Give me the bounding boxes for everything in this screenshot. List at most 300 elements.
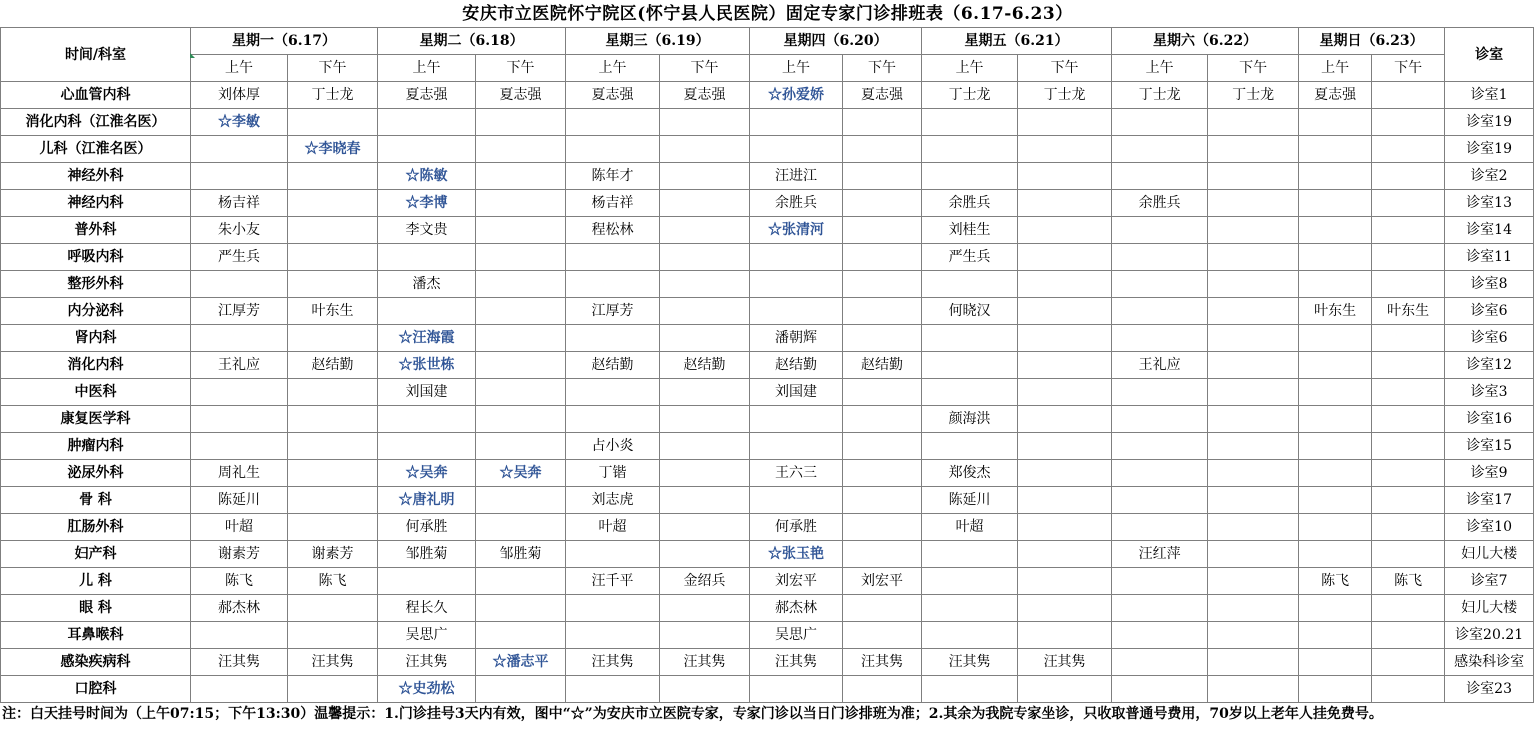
doctor-cell — [566, 595, 660, 622]
doctor-cell — [922, 352, 1018, 379]
doctor-cell — [476, 163, 566, 190]
doctor-cell: 刘体厚 — [191, 82, 288, 109]
room-cell: 诊室6 — [1445, 298, 1534, 325]
doctor-cell: 谢素芳 — [288, 541, 378, 568]
doctor-cell — [476, 217, 566, 244]
header-row-days — [1, 28, 1534, 55]
table-row — [1, 163, 1534, 190]
doctor-cell: 夏志强 — [566, 82, 660, 109]
doctor-cell — [1112, 109, 1208, 136]
doctor-cell — [1299, 622, 1372, 649]
doctor-cell — [1208, 649, 1299, 676]
doctor-cell: ☆潘志平 — [476, 649, 566, 676]
doctor-cell — [1372, 136, 1445, 163]
cell-marker-icon — [190, 53, 195, 58]
doctor-cell — [660, 487, 750, 514]
doctor-cell — [1018, 271, 1112, 298]
room-cell: 诊室3 — [1445, 379, 1534, 406]
halfday-header-pm: 下午 — [288, 55, 378, 82]
doctor-cell — [1372, 622, 1445, 649]
doctor-cell — [1299, 460, 1372, 487]
room-cell: 诊室20.21 — [1445, 622, 1534, 649]
halfday-header-am: 上午 — [750, 55, 843, 82]
doctor-cell: 陈飞 — [191, 568, 288, 595]
doctor-cell: 汪其隽 — [288, 649, 378, 676]
doctor-cell — [750, 676, 843, 703]
doctor-cell — [1208, 595, 1299, 622]
doctor-cell — [1372, 541, 1445, 568]
doctor-cell: 刘志虎 — [566, 487, 660, 514]
doctor-cell: 周礼生 — [191, 460, 288, 487]
department-name: 耳鼻喉科 — [1, 622, 191, 649]
doctor-cell: 汪其隽 — [922, 649, 1018, 676]
doctor-cell — [378, 136, 476, 163]
doctor-cell — [1372, 487, 1445, 514]
doctor-cell — [922, 595, 1018, 622]
doctor-cell — [1018, 244, 1112, 271]
doctor-cell: 汪其隽 — [378, 649, 476, 676]
table-row — [1, 622, 1534, 649]
halfday-header-pm: 下午 — [1372, 55, 1445, 82]
table-row — [1, 676, 1534, 703]
doctor-cell — [476, 325, 566, 352]
doctor-cell — [1112, 163, 1208, 190]
department-name: 心血管内科 — [1, 82, 191, 109]
doctor-cell — [566, 379, 660, 406]
doctor-cell — [1208, 622, 1299, 649]
doctor-cell — [288, 460, 378, 487]
department-name: 儿科（江淮名医） — [1, 136, 191, 163]
doctor-cell — [1208, 487, 1299, 514]
doctor-cell — [660, 190, 750, 217]
department-name: 肛肠外科 — [1, 514, 191, 541]
doctor-cell — [288, 676, 378, 703]
department-name: 神经外科 — [1, 163, 191, 190]
doctor-cell — [660, 136, 750, 163]
doctor-cell — [1372, 676, 1445, 703]
doctor-cell — [1372, 433, 1445, 460]
halfday-header-pm: 下午 — [843, 55, 922, 82]
doctor-cell: 李文贵 — [378, 217, 476, 244]
doctor-cell — [660, 676, 750, 703]
doctor-cell: 邹胜菊 — [476, 541, 566, 568]
doctor-cell — [476, 595, 566, 622]
department-name: 口腔科 — [1, 676, 191, 703]
doctor-cell — [922, 622, 1018, 649]
doctor-cell — [660, 325, 750, 352]
doctor-cell — [660, 379, 750, 406]
doctor-cell: 江厚芳 — [566, 298, 660, 325]
halfday-header-am: 上午 — [191, 55, 288, 82]
doctor-cell — [660, 514, 750, 541]
doctor-cell — [1112, 514, 1208, 541]
doctor-cell: 叶东生 — [1372, 298, 1445, 325]
doctor-cell: 陈飞 — [1372, 568, 1445, 595]
doctor-cell: 潘朝辉 — [750, 325, 843, 352]
halfday-header-pm: 下午 — [1208, 55, 1299, 82]
doctor-cell — [843, 163, 922, 190]
department-name: 肾内科 — [1, 325, 191, 352]
day-header-fri: 星期五（6.21） — [922, 28, 1112, 55]
doctor-cell — [1018, 109, 1112, 136]
doctor-cell: ☆李晓春 — [288, 136, 378, 163]
doctor-cell: ☆吴奔 — [476, 460, 566, 487]
page-title: 安庆市立医院怀宁院区(怀宁县人民医院）固定专家门诊排班表（6.17-6.23） — [462, 4, 1073, 24]
doctor-cell — [922, 433, 1018, 460]
doctor-cell — [1372, 649, 1445, 676]
doctor-cell — [660, 217, 750, 244]
doctor-cell — [750, 136, 843, 163]
doctor-cell — [750, 298, 843, 325]
footer-note: 注：白天挂号时间为（上午07:15；下午13:30）温馨提示：1.门诊挂号3天内有效，图中“☆”为安庆市立医院专家，专家门诊以当日门诊排班为准；2.其余为我院专家坐诊，只收取普通号费用，70岁以上老年人挂免费号。 — [2, 706, 1383, 722]
doctor-cell — [1208, 568, 1299, 595]
doctor-cell — [843, 541, 922, 568]
department-name: 眼 科 — [1, 595, 191, 622]
doctor-cell — [1372, 163, 1445, 190]
halfday-header-am: 上午 — [1112, 55, 1208, 82]
doctor-cell — [660, 298, 750, 325]
room-cell: 诊室8 — [1445, 271, 1534, 298]
doctor-cell — [1208, 676, 1299, 703]
doctor-cell: 赵结勤 — [750, 352, 843, 379]
table-row — [1, 379, 1534, 406]
doctor-cell: ☆李敏 — [191, 109, 288, 136]
doctor-cell: 丁士龙 — [1018, 82, 1112, 109]
doctor-cell — [843, 244, 922, 271]
halfday-header-pm: 下午 — [1018, 55, 1112, 82]
doctor-cell — [1299, 406, 1372, 433]
doctor-cell — [1299, 271, 1372, 298]
doctor-cell: ☆张清河 — [750, 217, 843, 244]
doctor-cell: ☆唐礼明 — [378, 487, 476, 514]
doctor-cell — [566, 109, 660, 136]
doctor-cell: 王六三 — [750, 460, 843, 487]
doctor-cell — [922, 541, 1018, 568]
doctor-cell — [1208, 271, 1299, 298]
table-row — [1, 136, 1534, 163]
day-header-sun: 星期日（6.23） — [1299, 28, 1445, 55]
doctor-cell: 杨吉祥 — [566, 190, 660, 217]
doctor-cell — [660, 244, 750, 271]
doctor-cell — [191, 163, 288, 190]
header-row-halfday — [1, 55, 1534, 82]
doctor-cell — [378, 433, 476, 460]
room-cell: 诊室15 — [1445, 433, 1534, 460]
doctor-cell — [1208, 244, 1299, 271]
doctor-cell: 陈飞 — [288, 568, 378, 595]
doctor-cell — [1299, 190, 1372, 217]
doctor-cell — [191, 379, 288, 406]
table-row — [1, 352, 1534, 379]
department-name: 内分泌科 — [1, 298, 191, 325]
doctor-cell — [1112, 217, 1208, 244]
doctor-cell — [476, 514, 566, 541]
day-header-tue: 星期二（6.18） — [378, 28, 566, 55]
doctor-cell: 夏志强 — [660, 82, 750, 109]
doctor-cell — [566, 541, 660, 568]
schedule-body — [1, 82, 1534, 703]
doctor-cell — [1299, 352, 1372, 379]
table-row — [1, 514, 1534, 541]
table-row — [1, 649, 1534, 676]
doctor-cell — [288, 271, 378, 298]
doctor-cell — [660, 460, 750, 487]
doctor-cell — [1299, 244, 1372, 271]
doctor-cell — [1208, 541, 1299, 568]
doctor-cell — [378, 244, 476, 271]
doctor-cell: 程松林 — [566, 217, 660, 244]
doctor-cell — [1299, 325, 1372, 352]
doctor-cell: 汪其隽 — [191, 649, 288, 676]
doctor-cell — [843, 487, 922, 514]
doctor-cell: 赵结勤 — [660, 352, 750, 379]
doctor-cell — [1112, 433, 1208, 460]
doctor-cell — [1208, 406, 1299, 433]
department-name: 普外科 — [1, 217, 191, 244]
doctor-cell — [1299, 379, 1372, 406]
doctor-cell — [476, 406, 566, 433]
doctor-cell — [1208, 325, 1299, 352]
doctor-cell — [1299, 514, 1372, 541]
halfday-header-am: 上午 — [378, 55, 476, 82]
doctor-cell — [1112, 379, 1208, 406]
doctor-cell — [378, 109, 476, 136]
doctor-cell: 江厚芳 — [191, 298, 288, 325]
doctor-cell — [1299, 487, 1372, 514]
doctor-cell: 何承胜 — [750, 514, 843, 541]
doctor-cell — [1112, 460, 1208, 487]
doctor-cell: 陈飞 — [1299, 568, 1372, 595]
doctor-cell — [1018, 676, 1112, 703]
doctor-cell — [1299, 541, 1372, 568]
doctor-cell — [1018, 622, 1112, 649]
doctor-cell — [566, 406, 660, 433]
room-cell: 感染科诊室 — [1445, 649, 1534, 676]
doctor-cell — [843, 406, 922, 433]
doctor-cell — [1372, 244, 1445, 271]
doctor-cell: 赵结勤 — [566, 352, 660, 379]
department-name: 消化内科（江淮名医） — [1, 109, 191, 136]
room-cell: 诊室9 — [1445, 460, 1534, 487]
doctor-cell — [1018, 487, 1112, 514]
doctor-cell — [1208, 163, 1299, 190]
doctor-cell — [1372, 514, 1445, 541]
doctor-cell — [566, 676, 660, 703]
doctor-cell — [750, 244, 843, 271]
doctor-cell — [1372, 595, 1445, 622]
doctor-cell: 丁士龙 — [1112, 82, 1208, 109]
room-cell: 诊室14 — [1445, 217, 1534, 244]
doctor-cell — [476, 298, 566, 325]
doctor-cell: 丁士龙 — [922, 82, 1018, 109]
doctor-cell — [191, 325, 288, 352]
doctor-cell — [1018, 433, 1112, 460]
doctor-cell — [1018, 325, 1112, 352]
doctor-cell — [191, 271, 288, 298]
department-name: 肿瘤内科 — [1, 433, 191, 460]
doctor-cell: 郑俊杰 — [922, 460, 1018, 487]
doctor-cell — [1018, 136, 1112, 163]
doctor-cell — [1208, 379, 1299, 406]
doctor-cell — [1018, 298, 1112, 325]
doctor-cell — [378, 406, 476, 433]
doctor-cell: 余胜兵 — [750, 190, 843, 217]
table-row — [1, 406, 1534, 433]
doctor-cell — [1112, 487, 1208, 514]
doctor-cell — [1372, 109, 1445, 136]
department-name: 儿 科 — [1, 568, 191, 595]
doctor-cell — [843, 298, 922, 325]
doctor-cell: 汪其隽 — [750, 649, 843, 676]
doctor-cell — [1018, 379, 1112, 406]
doctor-cell — [1208, 298, 1299, 325]
doctor-cell — [843, 136, 922, 163]
room-cell: 诊室6 — [1445, 325, 1534, 352]
table-row — [1, 217, 1534, 244]
doctor-cell: 丁士龙 — [288, 82, 378, 109]
doctor-cell — [476, 676, 566, 703]
doctor-cell — [843, 325, 922, 352]
table-row — [1, 568, 1534, 595]
doctor-cell — [476, 568, 566, 595]
doctor-cell — [1299, 163, 1372, 190]
day-header-mon: 星期一（6.17） — [191, 28, 378, 55]
doctor-cell — [288, 595, 378, 622]
doctor-cell: 夏志强 — [378, 82, 476, 109]
doctor-cell — [1372, 82, 1445, 109]
doctor-cell — [1018, 406, 1112, 433]
doctor-cell — [476, 352, 566, 379]
doctor-cell — [288, 622, 378, 649]
doctor-cell — [191, 136, 288, 163]
corner-header: 时间/科室 — [1, 28, 191, 82]
doctor-cell: 刘桂生 — [922, 217, 1018, 244]
doctor-cell: 余胜兵 — [922, 190, 1018, 217]
doctor-cell: ☆张玉艳 — [750, 541, 843, 568]
doctor-cell — [288, 514, 378, 541]
table-row — [1, 541, 1534, 568]
doctor-cell — [922, 676, 1018, 703]
doctor-cell: 吴思广 — [750, 622, 843, 649]
doctor-cell — [843, 271, 922, 298]
doctor-cell — [476, 487, 566, 514]
doctor-cell — [378, 298, 476, 325]
table-row — [1, 244, 1534, 271]
doctor-cell: 郝杰林 — [750, 595, 843, 622]
doctor-cell — [922, 568, 1018, 595]
room-cell: 诊室19 — [1445, 136, 1534, 163]
department-name: 整形外科 — [1, 271, 191, 298]
doctor-cell: 陈延川 — [191, 487, 288, 514]
room-cell: 诊室13 — [1445, 190, 1534, 217]
halfday-header-am: 上午 — [1299, 55, 1372, 82]
doctor-cell — [1018, 460, 1112, 487]
doctor-cell — [191, 676, 288, 703]
doctor-cell — [1372, 352, 1445, 379]
doctor-cell — [1112, 325, 1208, 352]
doctor-cell: 金绍兵 — [660, 568, 750, 595]
table-row — [1, 82, 1534, 109]
doctor-cell: 占小炎 — [566, 433, 660, 460]
doctor-cell — [1299, 649, 1372, 676]
doctor-cell — [476, 379, 566, 406]
doctor-cell — [288, 379, 378, 406]
doctor-cell — [660, 541, 750, 568]
doctor-cell: 郝杰林 — [191, 595, 288, 622]
doctor-cell: 汪其隽 — [660, 649, 750, 676]
doctor-cell — [1372, 271, 1445, 298]
doctor-cell: ☆史劲松 — [378, 676, 476, 703]
doctor-cell — [1372, 190, 1445, 217]
doctor-cell — [843, 379, 922, 406]
doctor-cell — [1299, 676, 1372, 703]
doctor-cell — [1208, 433, 1299, 460]
doctor-cell — [1112, 298, 1208, 325]
doctor-cell — [566, 271, 660, 298]
doctor-cell: 叶超 — [191, 514, 288, 541]
doctor-cell — [750, 406, 843, 433]
doctor-cell — [1208, 136, 1299, 163]
department-name: 感染疾病科 — [1, 649, 191, 676]
doctor-cell — [191, 406, 288, 433]
department-name: 泌尿外科 — [1, 460, 191, 487]
doctor-cell: 刘国建 — [750, 379, 843, 406]
department-name: 妇产科 — [1, 541, 191, 568]
table-row — [1, 298, 1534, 325]
doctor-cell — [1208, 217, 1299, 244]
department-name: 康复医学科 — [1, 406, 191, 433]
doctor-cell — [1208, 460, 1299, 487]
department-name: 消化内科 — [1, 352, 191, 379]
doctor-cell: 汪其隽 — [1018, 649, 1112, 676]
table-row — [1, 325, 1534, 352]
doctor-cell — [1372, 460, 1445, 487]
doctor-cell — [288, 406, 378, 433]
doctor-cell — [1112, 649, 1208, 676]
table-row — [1, 190, 1534, 217]
doctor-cell — [1112, 595, 1208, 622]
doctor-cell — [191, 433, 288, 460]
day-header-thu: 星期四（6.20） — [750, 28, 922, 55]
doctor-cell — [1299, 595, 1372, 622]
doctor-cell — [922, 109, 1018, 136]
doctor-cell — [843, 676, 922, 703]
doctor-cell — [1112, 676, 1208, 703]
doctor-cell: 刘宏平 — [750, 568, 843, 595]
doctor-cell — [843, 109, 922, 136]
doctor-cell — [922, 379, 1018, 406]
day-header-wed: 星期三（6.19） — [566, 28, 750, 55]
doctor-cell — [1018, 541, 1112, 568]
doctor-cell — [922, 325, 1018, 352]
doctor-cell — [660, 622, 750, 649]
halfday-header-pm: 下午 — [476, 55, 566, 82]
halfday-header-am: 上午 — [922, 55, 1018, 82]
doctor-cell — [1372, 406, 1445, 433]
doctor-cell: 何晓汉 — [922, 298, 1018, 325]
doctor-cell — [288, 217, 378, 244]
doctor-cell: 潘杰 — [378, 271, 476, 298]
doctor-cell — [566, 244, 660, 271]
doctor-cell: 赵结勤 — [288, 352, 378, 379]
doctor-cell — [660, 109, 750, 136]
doctor-cell — [288, 433, 378, 460]
doctor-cell — [1112, 136, 1208, 163]
doctor-cell — [288, 190, 378, 217]
room-cell: 诊室23 — [1445, 676, 1534, 703]
doctor-cell — [476, 271, 566, 298]
doctor-cell — [660, 595, 750, 622]
